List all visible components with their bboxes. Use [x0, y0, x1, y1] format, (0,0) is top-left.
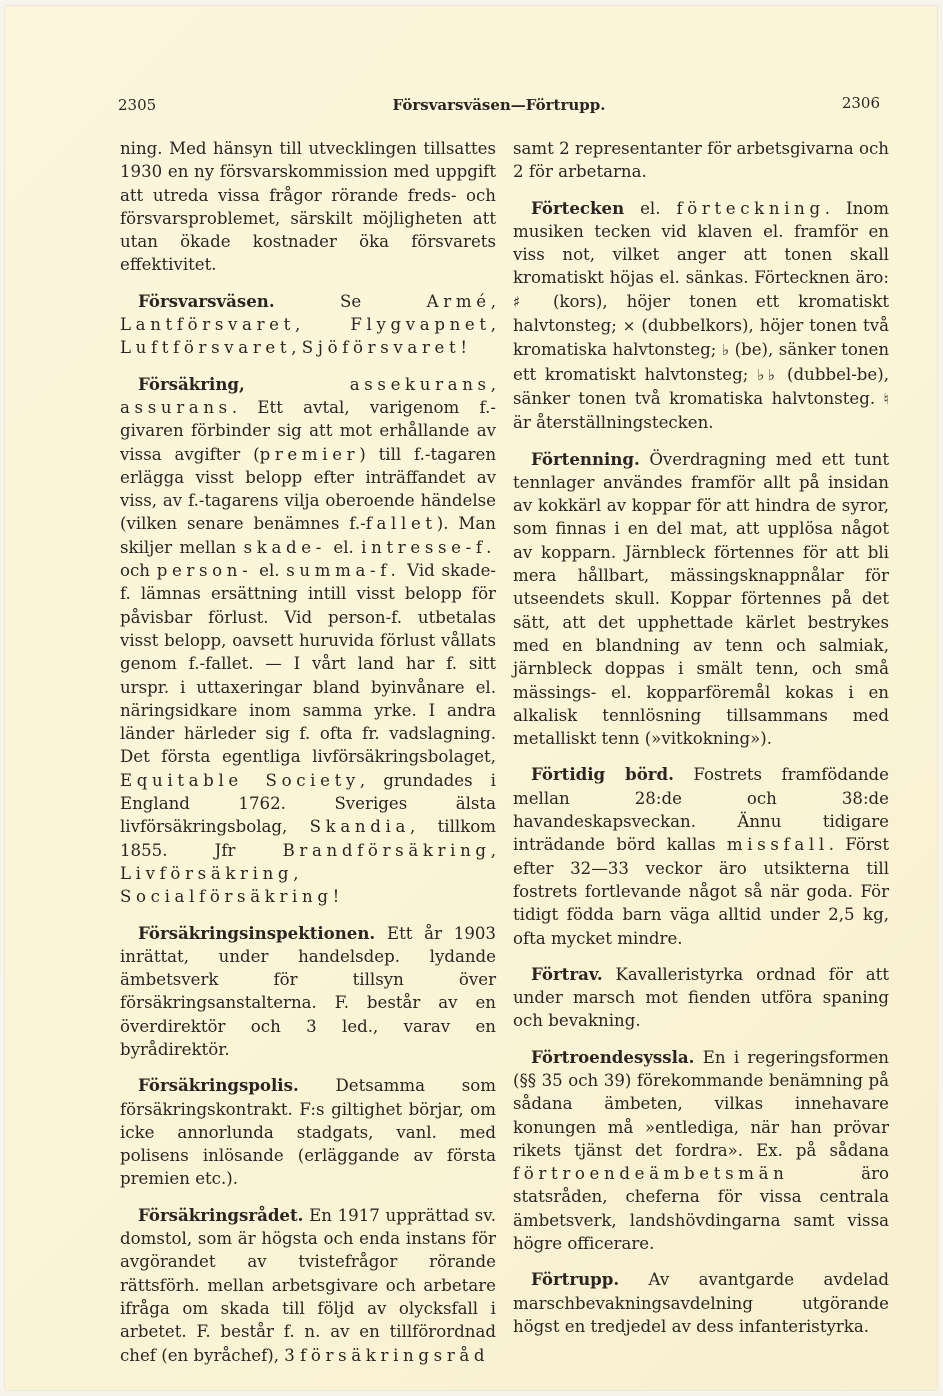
continuation-text: ning. Med hänsyn till utvecklingen tillsattes 1930 en ny försvarskommission med uppgift att utreda vissa frågor rörande freds- och försvarsproblemet, särskilt möjligheten att utan ökade kostnader öka försvarets effektivitet. — [120, 139, 496, 275]
entry-forsakring: Försäkring, assekurans, assurans. Ett avtal, varigenom f.-givaren förbinder sig att mot erhållande av vissa avgifter (premier) till f.-tagaren erlägga visst belopp efter inträffandet av viss, av f.-tagarens vilja oberoende händelse (vilken senare benämnes f.-fallet). Man skiljer mellan skade- el. intresse-f. och person- el. summa-f. Vid skade-f. lämnas ersättning intill visst belopp för påvisbar förlust. Vid person-f. utbetalas visst belopp, oavsett huruvida förlust vållats genom f.-fallet. — I vårt land har f. sitt urspr. i uttaxeringar bland byinvånare el. näringsidkare inom samma yrke. I andra länder härleder sig f. ofta fr. vadslagning. Det första egentliga livförsäkringsbolaget, Equitable Society, grundades i England 1762. Sveriges älsta livförsäkringsbolag, Skandia, tillkom 1855. Jfr Brandförsäkring, Livförsäkring, Socialförsäkring! — [120, 373, 497, 907]
entry-forsvarsvasen: Försvarsväsen. Se Armé, Lantförsvaret, Flygvapnet, Luftförsvaret, Sjöförsvaret! — [120, 290, 497, 358]
cross-reference: Luftförsvaret — [120, 338, 292, 358]
entry-fortenning: Förtenning. Överdragning med ett tunt tennlager användes framför allt på insidan av kokkärl av koppar för att hindra de syror, som finnas i en del mat, att upplösa något av kopparn. Järnbleck förtennes för att bli mera hållbart, mässingsknappnålar för utseendets skull. Koppar förtennes på det sätt, att det upphettade kärlet bestrykes med en blandning av tenn och salmiak, järnbleck doppas i smält tenn, och små mässings- el. kopparföremål kokas i en alkalisk tennlösning tillsammans med metalliskt tenn (»vitkokning»). — [513, 448, 889, 749]
headword: Förtroendesyssla. — [531, 1046, 695, 1067]
entry-fortroendesyssla: Förtroendesyssla. En i regeringsformen (§§ 35 och 39) förekommande benämning på sådana ämbeten, vilkas innehavare konungen må »entlediga, när han prövar rikets tjänst det fordra». Ex. på sådana förtroendeämbetsmän äro statsråden, cheferna för vissa centrala ämbetsverk, landshövdingarna samt vissa högre officerare. — [513, 1046, 889, 1254]
flat-icon: ♭ — [721, 341, 730, 360]
page-number-left: 2305 — [118, 96, 157, 114]
natural-icon: ♮ — [883, 389, 889, 408]
entry-forsakringsinspektionen: Försäkringsinspektionen. Ett år 1903 inrättat, under handelsdep. lydande ämbetsverk för tillsyn över försäkringsanstalterna. F. består av en överdirektör och 3 led., varav en byrådirektör. — [120, 922, 496, 1059]
cross-reference: Sjöförsvaret — [301, 338, 461, 358]
synonym: assurans — [120, 397, 232, 417]
headword: Förtecken — [531, 197, 625, 218]
cross-reference: Lantförsvaret — [120, 315, 295, 335]
page-number-right: 2306 — [841, 94, 880, 112]
continuation-text: samt 2 representanter för arbetsgivarna och 2 för arbetarna. — [513, 139, 889, 182]
headword: Försäkringsrådet. — [138, 1204, 304, 1225]
headword: Förtenning. — [531, 448, 640, 469]
entry-fortrav: Förtrav. Kavalleristyrka ordnad för att under marsch mot fienden utföra spaning och bevakning. — [513, 963, 889, 1031]
double-sharp-icon: × — [622, 317, 636, 336]
headword: Försäkringspolis. — [138, 1075, 299, 1096]
cross-reference: Livförsäkring — [120, 863, 294, 883]
headword: Förtidig börd. — [531, 764, 674, 785]
entry-fortrupp: Förtrupp. Av avantgarde avdelad marschbevakningsavdelning utgörande högst en tredjedel av dess infanteristyrka. — [513, 1269, 889, 1336]
cross-reference: Flygvapnet — [350, 315, 491, 335]
entry-forsakringspolis: Försäkringspolis. Detsamma som försäkringskontrakt. F:s giltighet börjar, om icke annorlunda stadgats, vanl. med polisens inlösande (erläggande av första premien etc.). — [120, 1075, 496, 1189]
synonym: assekurans — [349, 374, 491, 394]
book-page — [5, 6, 937, 1390]
page-header — [118, 94, 880, 118]
cross-reference: Socialförsäkring — [120, 887, 333, 907]
right-column — [513, 137, 889, 1351]
running-title: Försvarsväsen—Förtrupp. — [392, 96, 606, 114]
left-column — [120, 137, 496, 1380]
cross-reference: Armé — [426, 291, 491, 311]
double-flat-icon: ♭♭ — [757, 365, 779, 384]
sharp-icon: ♯ — [513, 292, 534, 311]
headword: Förtrav. — [531, 963, 603, 984]
headword: Försvarsväsen. — [138, 290, 275, 311]
headword: Försäkringsinspektionen. — [138, 922, 376, 943]
headword: Försäkring, — [138, 373, 245, 394]
headword: Förtrupp. — [531, 1269, 620, 1290]
cross-reference: Brandförsäkring — [282, 840, 491, 860]
entry-fortidig-bord: Förtidig börd. Fostrets framfödande mellan 28:de och 38:de havandeskapsveckan. Ännu tidigare inträdande börd kallas missfall. Först efter 32—33 veckor äro utsikterna till fostrets fortlevande något så när goda. För tidigt födda barn väga alltid under 2,5 kg, ofta mycket mindre. — [513, 764, 889, 948]
entry-forsakringsradet: Försäkringsrådet. En 1917 upprättad sv. domstol, som är högsta och enda instans för avgörandet av tvistefrågor rörande rättsförh. mellan arbetsgivare och arbetare ifråga om skada till följd av olycksfall i arbetet. F. består f. n. av en tillförordnad chef (en byråchef), 3 försäkringsråd — [120, 1204, 496, 1365]
entry-fortecken: Förtecken el. förteckning. Inom musiken tecken vid klaven el. framför en viss not, vilket anger att tonen skall kromatiskt höjas el. sänkas. Förtecknen äro: ♯ (kors), höjer tonen ett kromatiskt halvtonsteg; × (dubbelkors), höjer tonen två kromatiska halvtonsteg; ♭ (be), sänker tonen ett kromatiskt halvtonsteg; ♭♭ (dubbel-be), sänker tonen två kromatiska halvtonsteg. ♮ är återställningstecken. — [513, 197, 890, 433]
